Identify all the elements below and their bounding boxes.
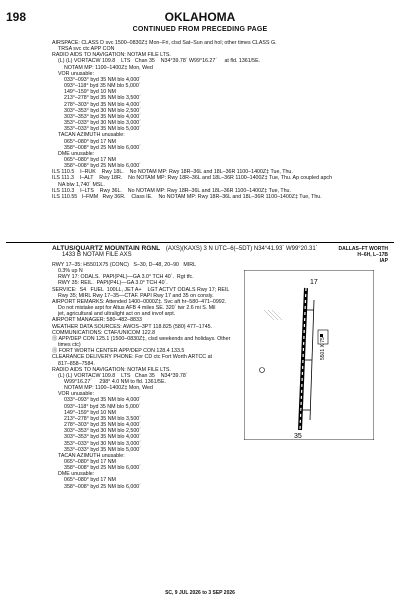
runway-length-label: 5501 X 75 — [320, 337, 326, 360]
altus-line: (L) (L) VORTACW 109.8 LTS Chan 35 N34°39.78´ — [58, 372, 188, 379]
altus-entry — [52, 262, 242, 490]
altus-line: RADIO AIDS TO NAVIGATION: NOTAM FILE LTS. — [52, 366, 171, 373]
altus-line: 0.3% up N — [58, 268, 83, 275]
continued-line: ILS 111.3 I–ALT Rwy 18R. No NOTAM MP: Rwy 18R–36L and 18L–36R 1100–1400Z‡ Tue, Thu. Ap coupled apch — [52, 175, 333, 182]
airport-header — [52, 245, 352, 258]
continued-line: VOR unusable: — [58, 70, 94, 77]
airport-sub: 1433 B NOTAM FILE AXS — [62, 252, 132, 258]
airport-right-col — [339, 246, 388, 264]
altus-line: AIRPORT REMARKS: Attended 1400–0000Z‡. Svc aft hr–580–471–0992. — [52, 298, 227, 305]
continued-header: CONTINUED FROM PRECEDING PAGE — [132, 26, 268, 33]
altus-line: 093°–118° byd 35 NM blo 5,000´ — [64, 403, 141, 410]
continued-line: TACAN AZIMUTH unusable: — [58, 132, 125, 139]
altus-line: 353°–033° byd 30 NM blo 3,000´ — [64, 440, 141, 447]
continued-line: ILS 110.55 I–FMM Rwy 36R. Class IE. No NOTAM MP: Rwy 18R–36L and 18L–36R 1100–1400Z‡ Tue, Thu. — [52, 193, 322, 200]
airport-name: ALTUS/QUARTZ MOUNTAIN RGNL — [52, 245, 161, 252]
altus-line: Ⓡ FORT WORTH CENTER APP/DEP CON 128.4 133.5 — [52, 348, 185, 355]
continued-line: 303°–353° byd 35 NM blo 4,000´ — [64, 113, 141, 120]
altus-line: WEATHER DATA SOURCES: AWOS–3PT 118.825 (580) 477–1745. — [52, 323, 213, 330]
altus-line: RWY 17–35: H5501X75 (CONC) S–30, D–48, 20–90 MIRL — [52, 262, 197, 268]
continued-line: 353°–033° byd 30 NM blo 3,000´ — [64, 120, 141, 127]
altus-line: NOTAM MP: 1100–1400Z‡ Mon, Wed — [64, 385, 153, 392]
altus-line: 817–858–7584. — [58, 360, 95, 367]
continued-line: (L) (L) VORTACW 109.8 LTS Chan 35 N34°39.78´ W99°16.27´ at fld. 1361/5E. — [58, 58, 261, 65]
altus-line: jet, agricultural and ultralight act on and invof arpt. — [58, 311, 176, 318]
altus-line: 149°–159° byd 10 NM — [64, 409, 116, 416]
continued-line: 149°–159° byd 10 NM — [64, 89, 116, 96]
continued-line: 303°–353° byd 30 NM blo 2,500´ — [64, 107, 141, 114]
continued-line: NOTAM MP: 1100–1400Z‡ Mon, Wed — [64, 64, 153, 71]
continued-line: 353°–033° byd 35 NM blo 5,000´ — [64, 126, 141, 133]
continued-line: ILS 110.3 I–LTS Rwy 36L. No NOTAM MP: Rwy 18R–36L and 18L–36R 1100–1400Z‡ Tue, Thu. — [52, 187, 291, 194]
runway-17-label: 17 — [310, 279, 318, 286]
altus-line: 358°–008° byd 25 NM blo 6,000´ — [64, 465, 141, 472]
altus-line: 033°–093° byd 35 NM blo 4,000´ — [64, 397, 141, 404]
continued-line: 065°–080° byd 17 NM — [64, 138, 116, 145]
continued-entry — [52, 40, 352, 200]
runway-35-label: 35 — [294, 433, 302, 440]
continued-line: RADIO AIDS TO NAVIGATION: NOTAM FILE LTS. — [52, 52, 171, 59]
altus-line: 213°–278° byd 35 NM blo 3,500´ — [64, 415, 141, 422]
altus-line: W99°16.27´ 298° 4.0 NM to fld. 1361/5E. — [64, 378, 166, 385]
altus-line: RWY 17: ODALS. PAPI(P4L)—GA 3.0° TCH 40´. Rgt tfc. — [58, 274, 194, 281]
sectional-label: DALLAS–FT WORTH — [338, 246, 388, 252]
continued-line: 358°–008° byd 25 NM blo 6,000´ — [64, 144, 141, 151]
diagram-frame — [244, 270, 374, 440]
continued-line: 278°–303° byd 35 NM blo 4,000´ — [64, 101, 141, 108]
hatch-area-icon — [264, 310, 282, 320]
continued-line: ILS 110.5 I–RUK Rwy 18L. No NOTAM MP: Rwy 18R–36L and 18L–36R 1100–1400Z‡ Tue, Thu. — [52, 169, 293, 176]
altus-line: TACAN AZIMUTH unusable: — [58, 452, 125, 459]
altus-line: DME unusable: — [58, 471, 95, 478]
altus-line: 278°–303° byd 35 NM blo 4,000´ — [64, 422, 141, 429]
altus-line: COMMUNICATIONS: CTAF/UNICOM 122.8 — [52, 329, 156, 336]
altus-line: 065°–080° byd 17 NM — [64, 477, 116, 484]
chart-label: H–6H, L–17B — [357, 252, 388, 258]
altus-line: 358°–008° byd 25 NM blo 6,000´ — [64, 483, 141, 490]
state-title: OKLAHOMA — [164, 10, 236, 24]
altus-line: CLEARANCE DELIVERY PHONE: For CD ctc Fort Worth ARTCC at — [52, 354, 213, 361]
continued-line: DME unusable: — [58, 150, 95, 157]
continued-line: NA blw 1,740´ MSL. — [58, 181, 105, 188]
altus-line: VOR unusable: — [58, 391, 94, 398]
altus-line: SERVICE: S4 FUEL 100LL, JET A+ LGT ACTVT ODALS Rwy 17; REIL — [52, 286, 230, 293]
altus-line: RWY 35: REIL. PAPI(P4L)—GA 3.0° TCH 40´. — [58, 280, 168, 287]
continued-line: TRSA svc ctc APP CON — [58, 46, 115, 53]
altus-line: AIRPORT MANAGER: 580–482–8833 — [52, 317, 142, 324]
entry-divider — [6, 242, 394, 243]
continued-line: 033°–093° byd 35 NM blo 4,000´ — [64, 76, 141, 83]
altus-line: Ⓡ APP/DEP CON 125.1 (1500–0830Z‡, clsd weekends and holidays. Other — [52, 335, 231, 342]
windsock-icon — [260, 368, 265, 373]
runway — [300, 288, 314, 430]
altus-line: 303°–353° byd 35 NM blo 4,000´ — [64, 434, 141, 441]
altus-line: 065°–080° byd 17 NM — [64, 459, 116, 465]
altus-line: 353°–033° byd 35 NM blo 5,000´ — [64, 446, 141, 453]
page-number: 198 — [6, 10, 27, 24]
airport-diagram — [244, 270, 374, 440]
continued-line: 213°–278° byd 35 NM blo 3,500´ — [64, 95, 141, 102]
footer-date: SC, 9 JUL 2026 to 3 SEP 2026 — [165, 590, 235, 596]
altus-line: times ctc) — [58, 342, 81, 349]
altus-line: Rwy 35; MIRL Rwy 17–35—CTAF. PAPI Rwy 17 and 35 on consly. — [58, 292, 214, 299]
airport-ids: (AXS)(KAXS) 3 N UTC–6(–5DT) N34°41.93´ W99°20.31´ — [165, 246, 318, 252]
continued-line: 065°–080° byd 17 NM — [64, 156, 116, 163]
altus-line: Do not mistake arpt for Altus AFB 4 miles SE. 320´ twr 2.6 mi S. Mil — [58, 305, 216, 312]
iap-label: IAP — [379, 258, 388, 264]
continued-line: AIRSPACE: CLASS D svc 1500–0830Z‡ Mon–Fri, clsd Sat–Sun and hol; other times CLASS G. — [52, 40, 277, 46]
altus-line: 303°–353° byd 30 NM blo 2,500´ — [64, 428, 141, 435]
continued-line: 358°–008° byd 25 NM blo 6,000´ — [64, 163, 141, 170]
continued-line: 093°–118° byd 35 NM blo 5,000´ — [64, 83, 141, 90]
